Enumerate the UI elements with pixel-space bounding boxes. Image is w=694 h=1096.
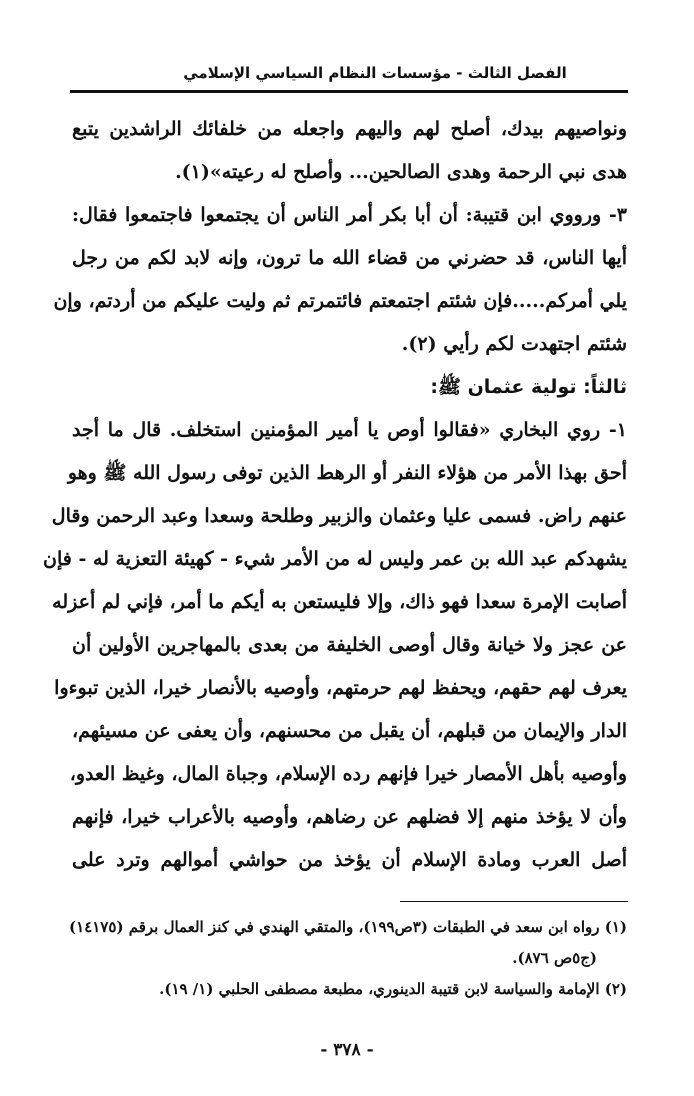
footnote-1: (١) رواه ابن سعد في الطبقات (٣ص١٩٩)، والمتقي الهندي في كنز العمال برقم (١٤١٧٥) xyxy=(69,918,627,936)
footnote-1-continuation: (ج٥ص ٨٧٦). xyxy=(512,949,597,967)
text-line: وأن لا يؤخذ منهم إلا فضلهم عن رضاهم، وأوصيه بالأعراب خيرا، فإنهم xyxy=(72,806,627,828)
text-line: عن عجز ولا خيانة وقال أوصى الخليفة من بعدى بالمهاجرين الأولين أن xyxy=(72,634,627,656)
text-line: وأوصيه بأهل الأمصار خيرا فإنهم رده الإسلام، وجباة المال، وغيظ العدو، xyxy=(69,763,627,785)
running-header: الفصل الثالث - مؤسسات النظام السياسي الإسلامي xyxy=(183,64,567,82)
text-line: أصل العرب ومادة الإسلام أن يؤخذ من حواشي أموالهم وترد على xyxy=(72,849,627,871)
section-heading: ثالثاً: تولية عثمان ﷺ: xyxy=(430,376,627,398)
footnote-2: (٢) الإمامة والسياسة لابن قتيبة الدينوري، مطبعة مصطفى الحلبي (١/ ١٩). xyxy=(159,980,627,998)
footnotes xyxy=(70,912,627,1005)
text-line: ونواصيهم بيدك، أصلح لهم واليهم واجعله من خلفائك الراشدين يتبع xyxy=(72,118,627,140)
text-line: يعرف لهم حقهم، ويحفظ لهم حرمتهم، وأوصيه بالأنصار خيرا، الذين تبوءوا xyxy=(54,677,627,699)
main-text xyxy=(43,108,627,882)
text-line: عنهم راض. فسمى عليا وعثمان والزبير وطلحة وسعدا وعبد الرحمن وقال xyxy=(51,505,627,527)
text-line: ٣- ورووي ابن قتيبة: أن أبا بكر أمر الناس أن يجتمعوا فاجتمعوا فقال: xyxy=(72,204,627,226)
footnote-divider xyxy=(400,901,628,902)
text-line: الدار والإيمان من قبلهم، أن يقبل من محسنهم، وأن يعفى عن مسيئهم، xyxy=(72,720,627,742)
text-line: يلي أمركم.....فإن شئتم اجتمعتم فائتمرتم ثم وليت عليكم من أردتم، وإن xyxy=(53,290,627,312)
text-line: ١- روي البخاري «فقالوا أوص يا أمير المؤمنين استخلف. قال ما أجد xyxy=(72,419,627,441)
header-divider xyxy=(70,90,628,93)
text-line: أحق بهذا الأمر من هؤلاء النفر أو الرهط الذين توفى رسول الله ﷺ وهو xyxy=(67,462,627,484)
text-line: أيها الناس، قد حضرني من قضاء الله ما ترون، وإنه لابد لكم من رجل xyxy=(72,247,627,269)
page-number: - ٣٧٨ - xyxy=(320,1040,374,1060)
text-line: شئتم اجتهدت لكم رأيي (٢). xyxy=(401,333,627,355)
text-line: أصابت الإمرة سعدا فهو ذاك، وإلا فليستعن به أيكم ما أمر، فإني لم أعزله xyxy=(52,591,627,613)
text-line: هدى نبي الرحمة وهدى الصالحين... وأصلح له رعيته»(١). xyxy=(175,161,627,183)
text-line: يشهدكم عبد الله بن عمر وليس له من الأمر شيء - كهيئة التعزية له - فإن xyxy=(43,548,627,570)
